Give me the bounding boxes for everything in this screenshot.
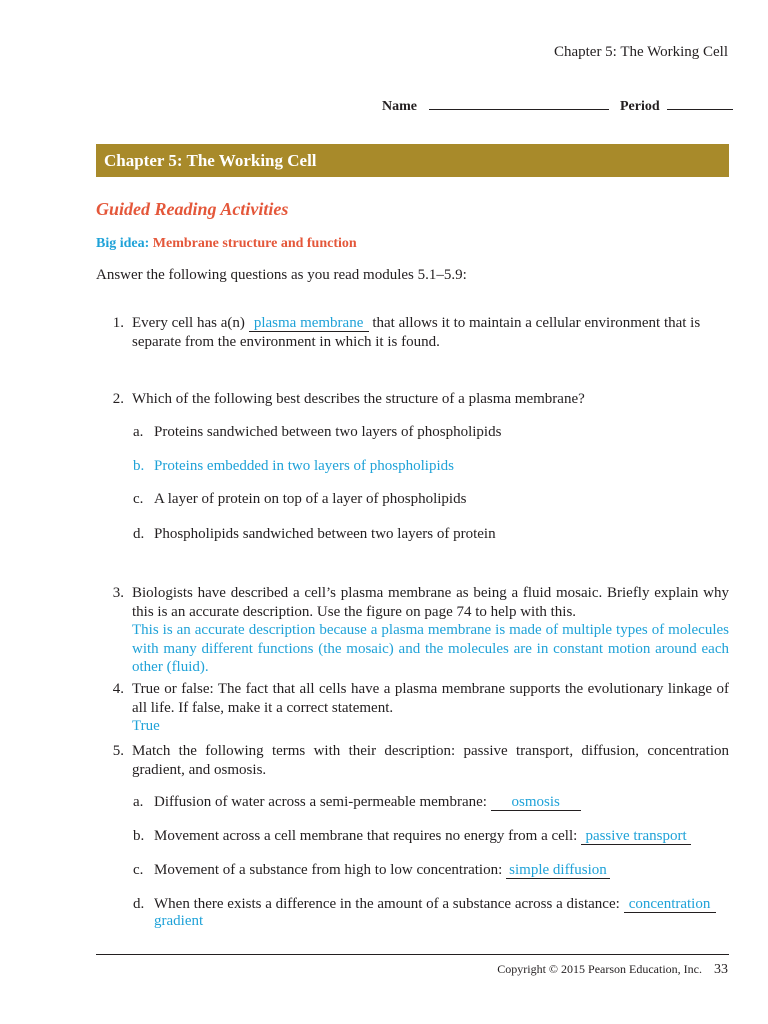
q5-item-c <box>133 862 610 879</box>
question-3 <box>112 584 729 677</box>
item-text: When there exists a difference in the amount of a substance across a distance: <box>154 896 620 912</box>
q2-option-c <box>133 491 467 508</box>
q5b-answer-blank[interactable]: passive transport <box>581 829 691 845</box>
q1-text-line2: separate from the environment in which it is found. <box>132 333 440 350</box>
question-number: 5. <box>112 743 124 759</box>
big-idea-label: Big idea: <box>96 236 150 251</box>
option-text: A layer of protein on top of a layer of phospholipids <box>154 491 467 507</box>
q4-text: True or false: The fact that all cells have a plasma membrane supports the evolutionary linkage of all life. If false, make it a correct statement. <box>132 681 729 716</box>
footer-divider <box>96 954 729 955</box>
option-text: Phospholipids sandwiched between two layers of protein <box>154 526 496 542</box>
question-1 <box>112 314 729 351</box>
item-text: Diffusion of water across a semi-permeable membrane: <box>154 794 487 810</box>
running-head: Chapter 5: The Working Cell <box>553 44 728 60</box>
name-period-line <box>382 97 733 115</box>
question-2 <box>112 390 729 409</box>
name-label: Name <box>382 99 417 114</box>
item-text: Movement of a substance from high to low concentration: <box>154 862 503 878</box>
big-idea <box>96 236 357 252</box>
q5c-answer-blank[interactable]: simple diffusion <box>506 863 610 879</box>
big-idea-text: Membrane structure and function <box>152 236 357 251</box>
question-5 <box>112 742 729 779</box>
option-letter: d. <box>133 526 145 542</box>
period-label: Period <box>620 99 660 114</box>
option-text: Proteins embedded in two layers of phospholipids <box>154 458 454 474</box>
question-number: 4. <box>112 681 124 697</box>
q1-text-after: that allows it to maintain a cellular environment that is <box>372 315 701 331</box>
copyright: Copyright © 2015 Pearson Education, Inc. <box>497 962 702 976</box>
q2-text: Which of the following best describes the structure of a plasma membrane? <box>132 391 585 407</box>
period-field[interactable] <box>667 97 733 110</box>
q3-text: Biologists have described a cell’s plasma membrane as being a fluid mosaic. Briefly explain why this is an accurate description. Use the figure on page 74 to help with this. <box>132 585 729 620</box>
q5-item-b <box>133 828 691 845</box>
option-letter: c. <box>133 491 144 507</box>
item-letter: b. <box>133 828 145 844</box>
page-footer <box>497 962 728 978</box>
question-number: 2. <box>112 391 124 407</box>
q2-option-b-answer <box>133 458 454 475</box>
q4-answer: True <box>132 718 160 734</box>
intro-text: Answer the following questions as you read modules 5.1–5.9: <box>96 267 467 283</box>
question-number: 3. <box>112 585 124 601</box>
option-text: Proteins sandwiched between two layers of phospholipids <box>154 424 502 440</box>
q1-text-before: Every cell has a(n) <box>132 315 245 331</box>
q5a-answer-blank[interactable]: osmosis <box>491 795 581 811</box>
q5d-answer-line2: gradient <box>154 913 204 929</box>
page-number: 33 <box>714 962 728 977</box>
option-letter: b. <box>133 458 145 474</box>
item-letter: a. <box>133 794 144 810</box>
q2-option-a <box>133 424 502 441</box>
chapter-banner: Chapter 5: The Working Cell <box>96 144 729 177</box>
item-text: Movement across a cell membrane that requires no energy from a cell: <box>154 828 578 844</box>
item-letter: d. <box>133 896 145 912</box>
option-letter: a. <box>133 424 144 440</box>
q5-text: Match the following terms with their description: passive transport, diffusion, concentration gradient, and osmosis. <box>132 743 729 778</box>
item-letter: c. <box>133 862 144 878</box>
question-number: 1. <box>112 315 124 331</box>
q5-item-a <box>133 794 581 811</box>
question-4 <box>112 680 729 736</box>
section-title: Guided Reading Activities <box>96 199 289 219</box>
q5d-answer-blank[interactable]: concentration <box>624 897 716 913</box>
q2-option-d <box>133 526 496 543</box>
q3-answer: This is an accurate description because a plasma membrane is made of multiple types of molecules with many different functions (the mosaic) and the molecules are in constant motion around each other (fluid). <box>132 622 729 675</box>
q1-answer-blank[interactable]: plasma membrane <box>249 316 369 332</box>
q5-item-d <box>133 896 716 913</box>
name-field[interactable] <box>429 97 609 110</box>
